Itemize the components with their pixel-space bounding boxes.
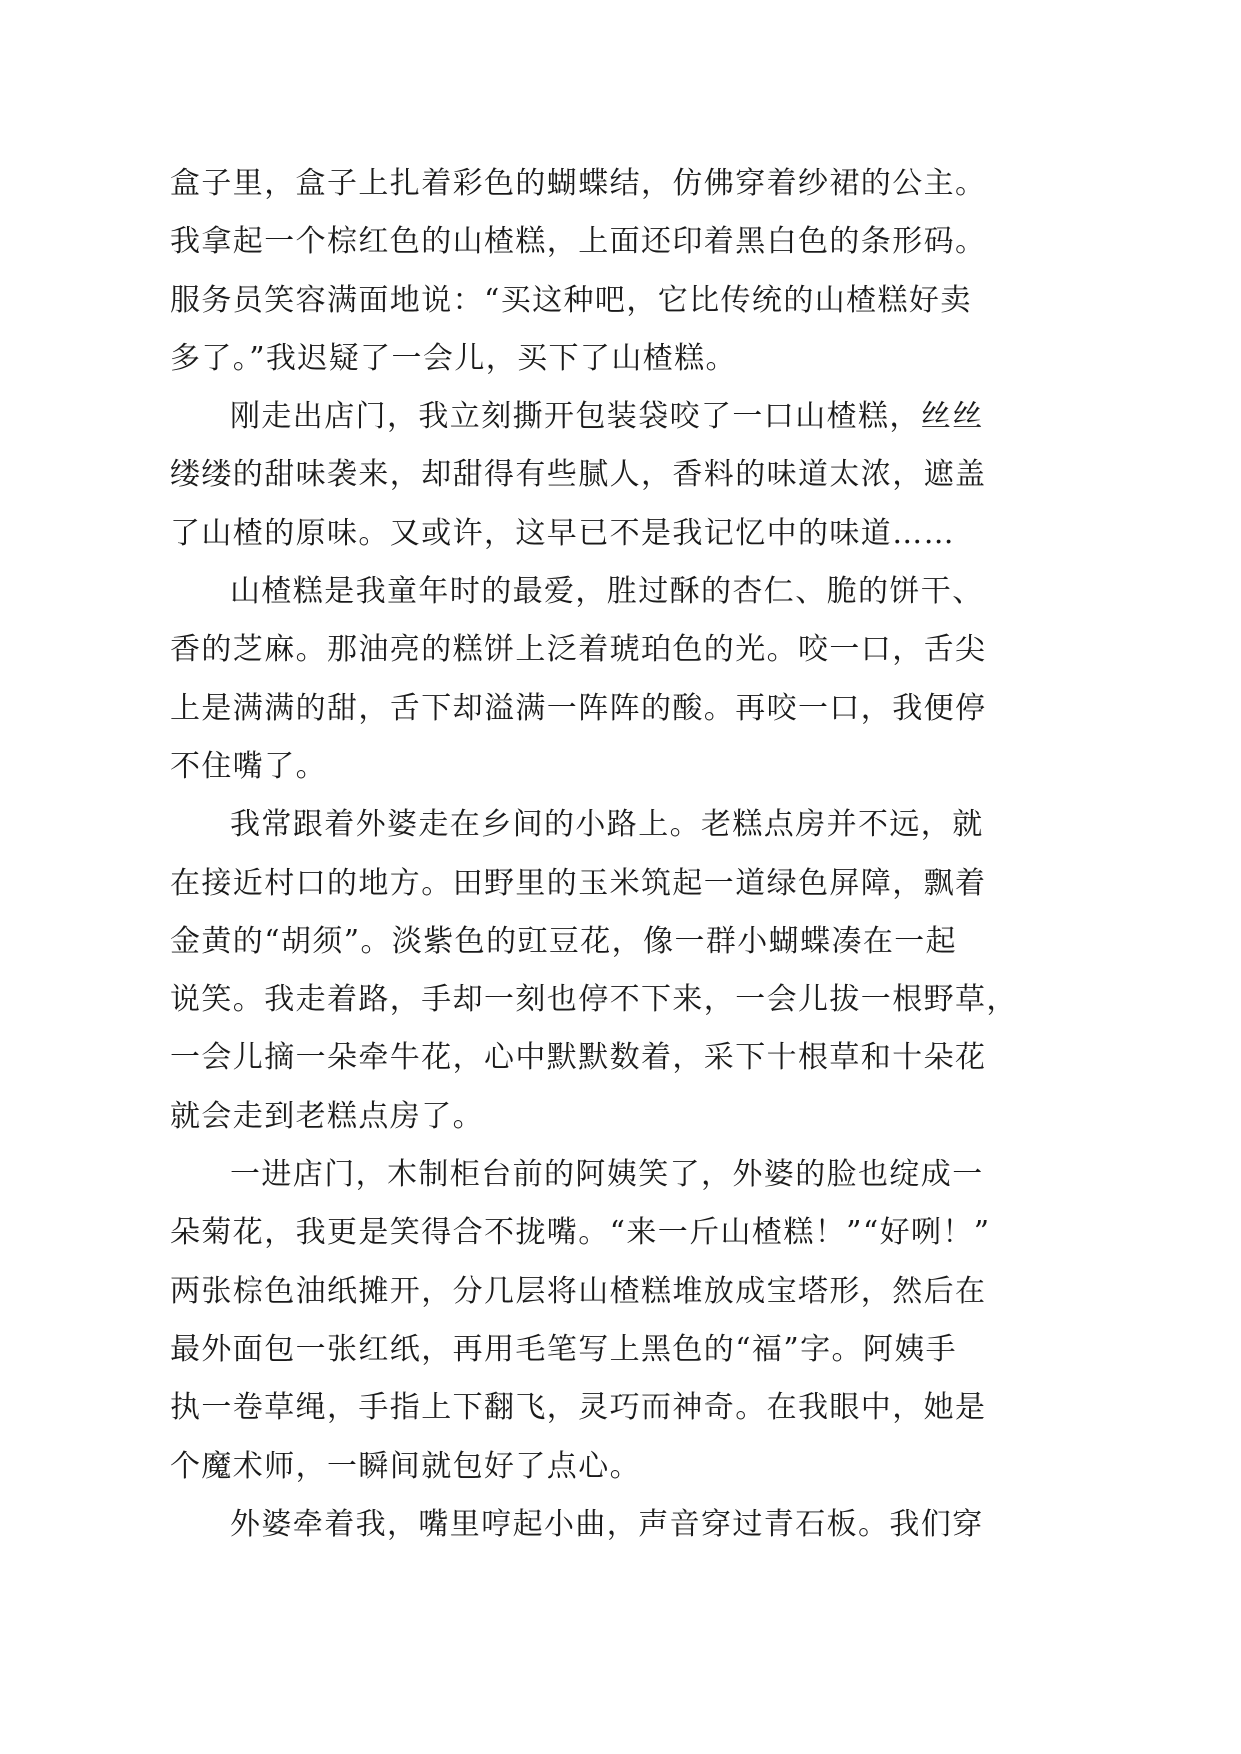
paragraph <box>170 563 990 796</box>
paragraph <box>170 388 990 563</box>
text-line: 刚走出店门，我立刻撕开包装袋咬了一口山楂糕，丝丝 <box>230 399 984 435</box>
text-line: 不住嘴了。 <box>170 748 327 784</box>
text-line: 说笑。我走着路，手却一刻也停不下来，一会儿拔一根野草， <box>170 982 1018 1018</box>
text-line: 香的芝麻。那油亮的糕饼上泛着琥珀色的光。咬一口，舌尖 <box>170 632 987 668</box>
paragraph <box>170 155 990 388</box>
paragraph <box>170 1146 990 1496</box>
text-line: 我拿起一个棕红色的山楂糕，上面还印着黑白色的条形码。 <box>170 224 987 260</box>
text-line: 执一卷草绳，手指上下翻飞，灵巧而神奇。在我眼中，她是 <box>170 1390 987 1426</box>
text-line: 了山楂的原味。又或许，这早已不是我记忆中的味道…… <box>170 515 955 551</box>
text-line: 金黄的“胡须”。淡紫色的豇豆花，像一群小蝴蝶凑在一起 <box>170 923 958 959</box>
text-line: 个魔术师，一瞬间就包好了点心。 <box>170 1448 641 1484</box>
text-line: 山楂糕是我童年时的最爱，胜过酥的杏仁、脆的饼干、 <box>230 574 984 610</box>
text-line: 就会走到老糕点房了。 <box>170 1098 484 1134</box>
text-line: 外婆牵着我，嘴里哼起小曲，声音穿过青石板。我们穿 <box>230 1506 984 1542</box>
text-line: 缕缕的甜味袭来，却甜得有些腻人，香料的味道太浓，遮盖 <box>170 457 987 493</box>
text-line: 服务员笑容满面地说：“买这种吧，它比传统的山楂糕好卖 <box>170 282 972 318</box>
text-line: 两张棕色油纸摊开，分几层将山楂糕堆放成宝塔形，然后在 <box>170 1273 987 1309</box>
text-line: 上是满满的甜，舌下却溢满一阵阵的酸。再咬一口，我便停 <box>170 690 987 726</box>
text-line: 我常跟着外婆走在乡间的小路上。老糕点房并不远，就 <box>230 807 984 843</box>
paragraph <box>170 796 1018 1146</box>
text-line: 一会儿摘一朵牵牛花，心中默默数着，采下十根草和十朵花 <box>170 1040 987 1076</box>
paragraph <box>170 1496 990 1554</box>
document-body <box>170 155 1018 1554</box>
text-line: 盒子里，盒子上扎着彩色的蝴蝶结，仿佛穿着纱裙的公主。 <box>170 166 987 201</box>
text-line: 多了。”我迟疑了一会儿，买下了山楂糕。 <box>170 340 737 376</box>
text-line: 朵菊花，我更是笑得合不拢嘴。“来一斤山楂糕！”“好咧！” <box>170 1215 991 1251</box>
text-line: 在接近村口的地方。田野里的玉米筑起一道绿色屏障，飘着 <box>170 865 987 901</box>
text-line: 最外面包一张红纸，再用毛笔写上黑色的“福”字。阿姨手 <box>170 1331 958 1367</box>
text-line: 一进店门，木制柜台前的阿姨笑了，外婆的脸也绽成一 <box>230 1157 984 1193</box>
